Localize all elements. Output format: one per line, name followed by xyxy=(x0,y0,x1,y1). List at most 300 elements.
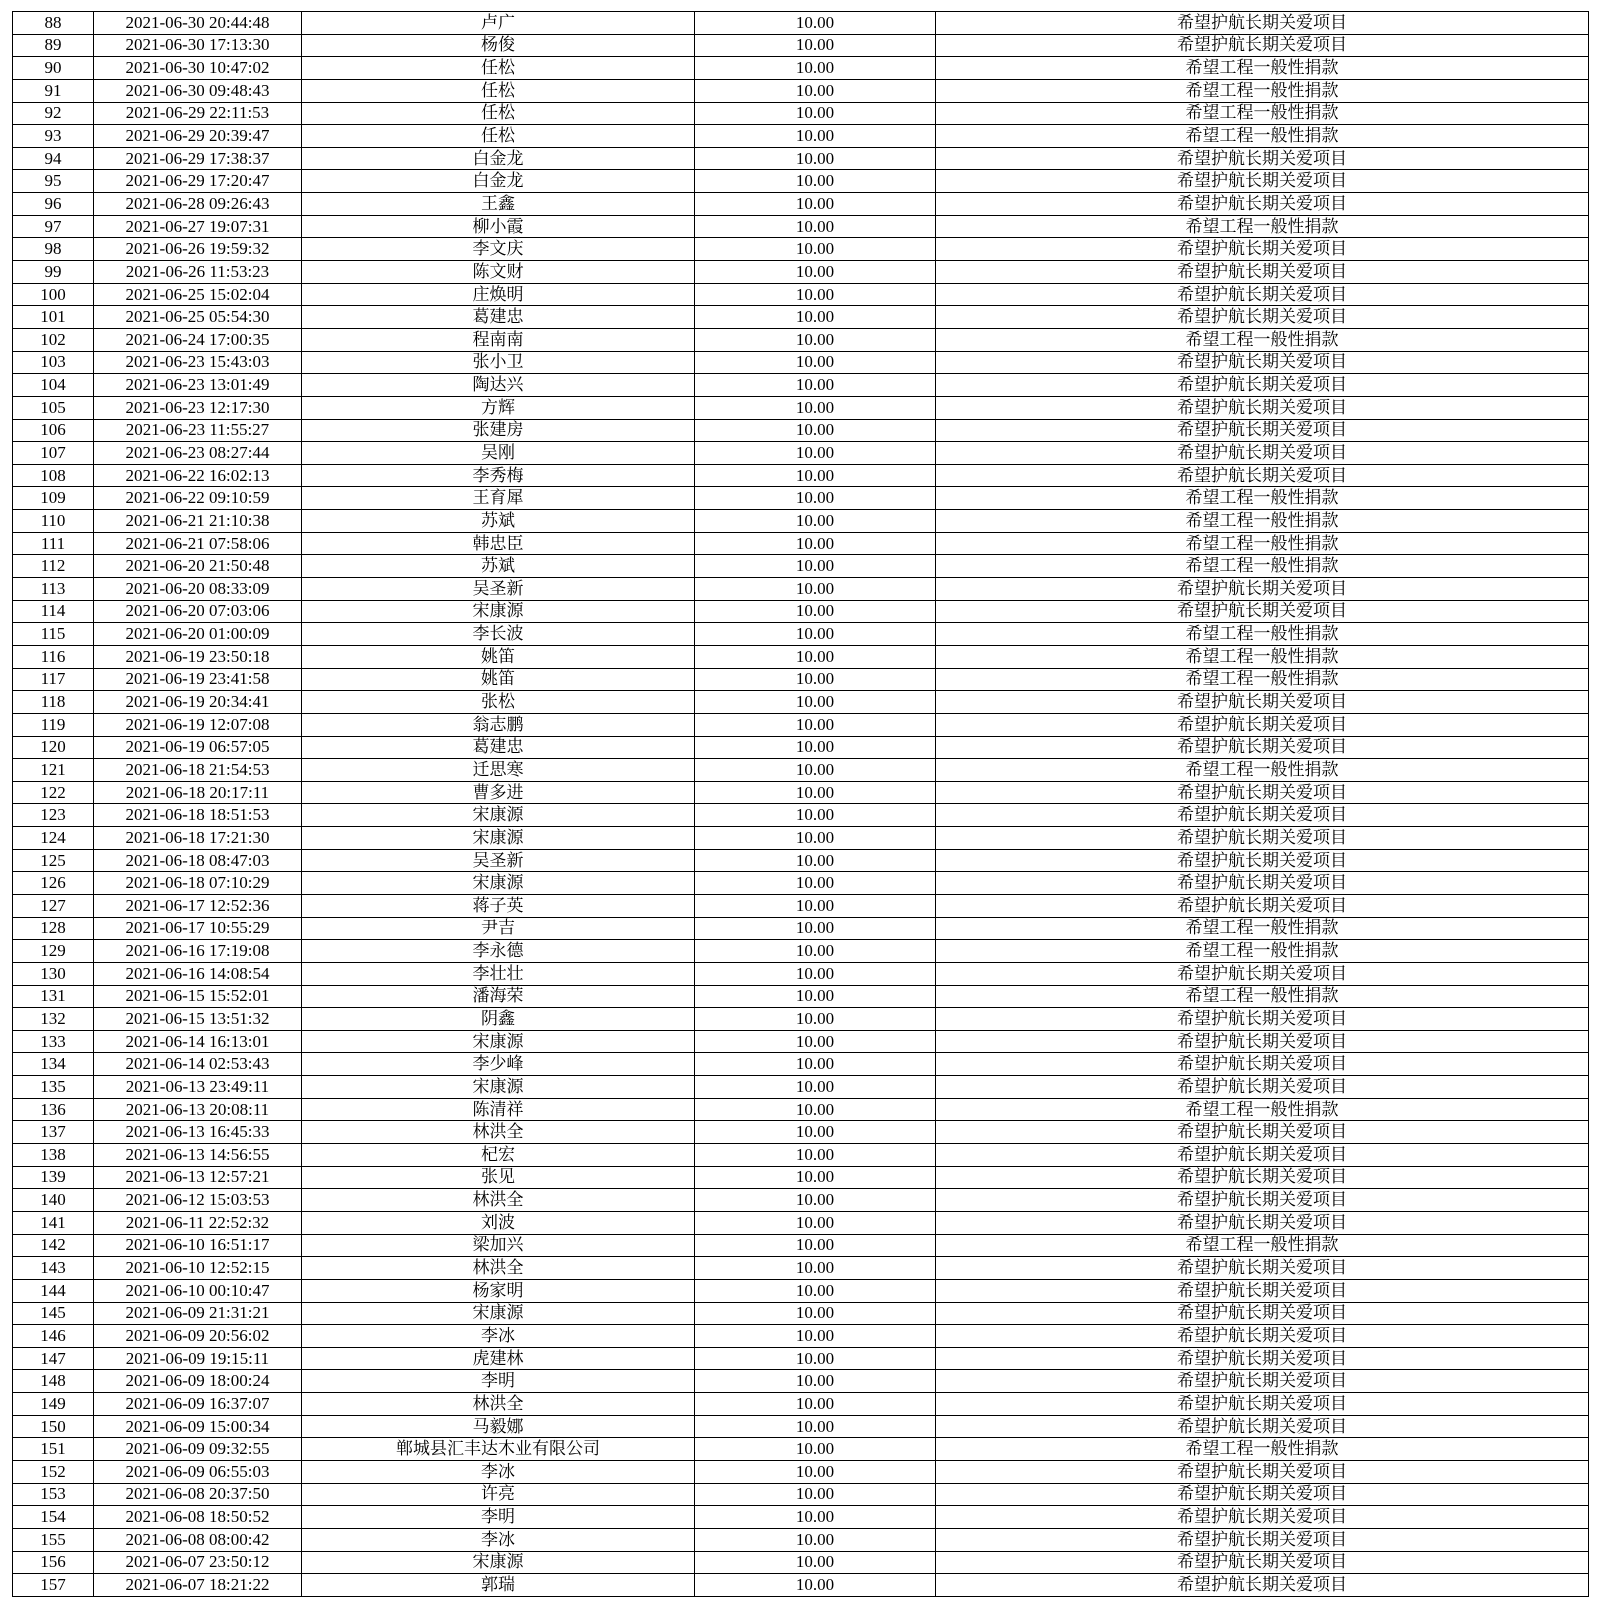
table-row xyxy=(13,1144,1589,1167)
row-number-cell: 139 xyxy=(13,1166,94,1189)
project-cell: 希望护航长期关爱项目 xyxy=(936,781,1589,804)
row-number-cell: 99 xyxy=(13,261,94,284)
donation-time-cell: 2021-06-29 17:20:47 xyxy=(94,170,302,193)
amount-cell: 10.00 xyxy=(695,12,936,35)
row-number-cell: 150 xyxy=(13,1415,94,1438)
table-row xyxy=(13,396,1589,419)
amount-cell: 10.00 xyxy=(695,894,936,917)
table-row xyxy=(13,804,1589,827)
project-cell: 希望护航长期关爱项目 xyxy=(936,1030,1589,1053)
row-number-cell: 134 xyxy=(13,1053,94,1076)
donation-time-cell: 2021-06-14 16:13:01 xyxy=(94,1030,302,1053)
amount-cell: 10.00 xyxy=(695,1189,936,1212)
table-row xyxy=(13,79,1589,102)
project-cell: 希望工程一般性捐款 xyxy=(936,328,1589,351)
donation-time-cell: 2021-06-16 17:19:08 xyxy=(94,940,302,963)
donor-name-cell: 蒋子英 xyxy=(302,894,695,917)
project-cell: 希望工程一般性捐款 xyxy=(936,215,1589,238)
donation-time-cell: 2021-06-16 14:08:54 xyxy=(94,962,302,985)
donation-time-cell: 2021-06-18 18:51:53 xyxy=(94,804,302,827)
amount-cell: 10.00 xyxy=(695,1076,936,1099)
row-number-cell: 131 xyxy=(13,985,94,1008)
donor-name-cell: 张小卫 xyxy=(302,351,695,374)
table-row xyxy=(13,1347,1589,1370)
row-number-cell: 148 xyxy=(13,1370,94,1393)
project-cell: 希望工程一般性捐款 xyxy=(936,668,1589,691)
donation-time-cell: 2021-06-24 17:00:35 xyxy=(94,328,302,351)
amount-cell: 10.00 xyxy=(695,1347,936,1370)
donor-name-cell: 吴刚 xyxy=(302,442,695,465)
project-cell: 希望护航长期关爱项目 xyxy=(936,170,1589,193)
amount-cell: 10.00 xyxy=(695,374,936,397)
project-cell: 希望工程一般性捐款 xyxy=(936,759,1589,782)
donation-time-cell: 2021-06-08 18:50:52 xyxy=(94,1506,302,1529)
donor-name-cell: 许亮 xyxy=(302,1483,695,1506)
table-row xyxy=(13,600,1589,623)
donor-name-cell: 李明 xyxy=(302,1506,695,1529)
project-cell: 希望护航长期关爱项目 xyxy=(936,442,1589,465)
donor-name-cell: 葛建忠 xyxy=(302,306,695,329)
row-number-cell: 123 xyxy=(13,804,94,827)
row-number-cell: 121 xyxy=(13,759,94,782)
table-row xyxy=(13,827,1589,850)
table-row xyxy=(13,1483,1589,1506)
project-cell: 希望工程一般性捐款 xyxy=(936,555,1589,578)
donation-time-cell: 2021-06-29 17:38:37 xyxy=(94,147,302,170)
amount-cell: 10.00 xyxy=(695,464,936,487)
table-row xyxy=(13,1528,1589,1551)
project-cell: 希望工程一般性捐款 xyxy=(936,1438,1589,1461)
project-cell: 希望护航长期关爱项目 xyxy=(936,1302,1589,1325)
project-cell: 希望工程一般性捐款 xyxy=(936,985,1589,1008)
donor-name-cell: 李明 xyxy=(302,1370,695,1393)
amount-cell: 10.00 xyxy=(695,147,936,170)
table-row xyxy=(13,442,1589,465)
donor-name-cell: 宋康源 xyxy=(302,1030,695,1053)
donation-time-cell: 2021-06-09 19:15:11 xyxy=(94,1347,302,1370)
row-number-cell: 89 xyxy=(13,34,94,57)
donor-name-cell: 吴圣新 xyxy=(302,849,695,872)
donation-time-cell: 2021-06-20 08:33:09 xyxy=(94,578,302,601)
table-row xyxy=(13,215,1589,238)
donor-name-cell: 白金龙 xyxy=(302,170,695,193)
donor-name-cell: 宋康源 xyxy=(302,1076,695,1099)
donation-time-cell: 2021-06-20 21:50:48 xyxy=(94,555,302,578)
donation-time-cell: 2021-06-09 21:31:21 xyxy=(94,1302,302,1325)
donation-time-cell: 2021-06-23 12:17:30 xyxy=(94,396,302,419)
table-row xyxy=(13,555,1589,578)
project-cell: 希望护航长期关爱项目 xyxy=(936,464,1589,487)
table-row xyxy=(13,193,1589,216)
table-row xyxy=(13,238,1589,261)
row-number-cell: 120 xyxy=(13,736,94,759)
donor-name-cell: 宋康源 xyxy=(302,804,695,827)
table-row xyxy=(13,1506,1589,1529)
project-cell: 希望工程一般性捐款 xyxy=(936,1098,1589,1121)
row-number-cell: 126 xyxy=(13,872,94,895)
donation-time-cell: 2021-06-30 09:48:43 xyxy=(94,79,302,102)
row-number-cell: 105 xyxy=(13,396,94,419)
donation-time-cell: 2021-06-07 23:50:12 xyxy=(94,1551,302,1574)
amount-cell: 10.00 xyxy=(695,713,936,736)
project-cell: 希望护航长期关爱项目 xyxy=(936,1574,1589,1597)
table-row xyxy=(13,985,1589,1008)
amount-cell: 10.00 xyxy=(695,917,936,940)
donation-time-cell: 2021-06-28 09:26:43 xyxy=(94,193,302,216)
table-body xyxy=(13,12,1589,1597)
row-number-cell: 138 xyxy=(13,1144,94,1167)
row-number-cell: 145 xyxy=(13,1302,94,1325)
row-number-cell: 128 xyxy=(13,917,94,940)
donation-time-cell: 2021-06-13 20:08:11 xyxy=(94,1098,302,1121)
amount-cell: 10.00 xyxy=(695,79,936,102)
amount-cell: 10.00 xyxy=(695,1008,936,1031)
amount-cell: 10.00 xyxy=(695,940,936,963)
donor-name-cell: 张建房 xyxy=(302,419,695,442)
donor-name-cell: 杞宏 xyxy=(302,1144,695,1167)
donor-name-cell: 卢广 xyxy=(302,12,695,35)
project-cell: 希望工程一般性捐款 xyxy=(936,510,1589,533)
donor-name-cell: 郭瑞 xyxy=(302,1574,695,1597)
project-cell: 希望护航长期关爱项目 xyxy=(936,1166,1589,1189)
project-cell: 希望护航长期关爱项目 xyxy=(936,1551,1589,1574)
project-cell: 希望护航长期关爱项目 xyxy=(936,1506,1589,1529)
project-cell: 希望护航长期关爱项目 xyxy=(936,1076,1589,1099)
donation-time-cell: 2021-06-12 15:03:53 xyxy=(94,1189,302,1212)
project-cell: 希望护航长期关爱项目 xyxy=(936,306,1589,329)
amount-cell: 10.00 xyxy=(695,1574,936,1597)
amount-cell: 10.00 xyxy=(695,351,936,374)
donor-name-cell: 杨家明 xyxy=(302,1279,695,1302)
project-cell: 希望护航长期关爱项目 xyxy=(936,736,1589,759)
project-cell: 希望工程一般性捐款 xyxy=(936,645,1589,668)
donation-time-cell: 2021-06-09 18:00:24 xyxy=(94,1370,302,1393)
amount-cell: 10.00 xyxy=(695,1098,936,1121)
donor-name-cell: 刘波 xyxy=(302,1211,695,1234)
table-row xyxy=(13,1098,1589,1121)
amount-cell: 10.00 xyxy=(695,1325,936,1348)
project-cell: 希望护航长期关爱项目 xyxy=(936,804,1589,827)
donor-name-cell: 李冰 xyxy=(302,1528,695,1551)
table-row xyxy=(13,917,1589,940)
project-cell: 希望工程一般性捐款 xyxy=(936,623,1589,646)
donation-time-cell: 2021-06-30 10:47:02 xyxy=(94,57,302,80)
donor-name-cell: 王鑫 xyxy=(302,193,695,216)
donor-name-cell: 林洪全 xyxy=(302,1189,695,1212)
row-number-cell: 133 xyxy=(13,1030,94,1053)
amount-cell: 10.00 xyxy=(695,623,936,646)
row-number-cell: 95 xyxy=(13,170,94,193)
row-number-cell: 143 xyxy=(13,1257,94,1280)
project-cell: 希望护航长期关爱项目 xyxy=(936,1483,1589,1506)
amount-cell: 10.00 xyxy=(695,442,936,465)
table-row xyxy=(13,781,1589,804)
row-number-cell: 125 xyxy=(13,849,94,872)
amount-cell: 10.00 xyxy=(695,1438,936,1461)
donation-time-cell: 2021-06-09 06:55:03 xyxy=(94,1461,302,1484)
row-number-cell: 114 xyxy=(13,600,94,623)
donation-time-cell: 2021-06-26 11:53:23 xyxy=(94,261,302,284)
table-row xyxy=(13,1551,1589,1574)
project-cell: 希望护航长期关爱项目 xyxy=(936,374,1589,397)
donor-name-cell: 尹吉 xyxy=(302,917,695,940)
table-row xyxy=(13,668,1589,691)
table-row xyxy=(13,57,1589,80)
table-row xyxy=(13,1415,1589,1438)
project-cell: 希望工程一般性捐款 xyxy=(936,102,1589,125)
row-number-cell: 97 xyxy=(13,215,94,238)
row-number-cell: 111 xyxy=(13,532,94,555)
project-cell: 希望护航长期关爱项目 xyxy=(936,578,1589,601)
donation-time-cell: 2021-06-26 19:59:32 xyxy=(94,238,302,261)
amount-cell: 10.00 xyxy=(695,125,936,148)
row-number-cell: 107 xyxy=(13,442,94,465)
table-row xyxy=(13,1053,1589,1076)
project-cell: 希望护航长期关爱项目 xyxy=(936,283,1589,306)
row-number-cell: 101 xyxy=(13,306,94,329)
table-row xyxy=(13,1121,1589,1144)
row-number-cell: 149 xyxy=(13,1393,94,1416)
amount-cell: 10.00 xyxy=(695,849,936,872)
donation-time-cell: 2021-06-13 16:45:33 xyxy=(94,1121,302,1144)
project-cell: 希望护航长期关爱项目 xyxy=(936,1008,1589,1031)
donor-name-cell: 韩忠臣 xyxy=(302,532,695,555)
donor-name-cell: 迁思寒 xyxy=(302,759,695,782)
row-number-cell: 132 xyxy=(13,1008,94,1031)
amount-cell: 10.00 xyxy=(695,1279,936,1302)
row-number-cell: 156 xyxy=(13,1551,94,1574)
donor-name-cell: 陈清祥 xyxy=(302,1098,695,1121)
table-row xyxy=(13,1438,1589,1461)
table-row xyxy=(13,328,1589,351)
amount-cell: 10.00 xyxy=(695,238,936,261)
donor-name-cell: 李冰 xyxy=(302,1325,695,1348)
row-number-cell: 119 xyxy=(13,713,94,736)
amount-cell: 10.00 xyxy=(695,1393,936,1416)
amount-cell: 10.00 xyxy=(695,193,936,216)
amount-cell: 10.00 xyxy=(695,804,936,827)
row-number-cell: 92 xyxy=(13,102,94,125)
project-cell: 希望护航长期关爱项目 xyxy=(936,396,1589,419)
amount-cell: 10.00 xyxy=(695,1166,936,1189)
donor-name-cell: 王育犀 xyxy=(302,487,695,510)
project-cell: 希望工程一般性捐款 xyxy=(936,532,1589,555)
amount-cell: 10.00 xyxy=(695,1415,936,1438)
table-row xyxy=(13,283,1589,306)
table-row xyxy=(13,261,1589,284)
donation-time-cell: 2021-06-21 07:58:06 xyxy=(94,532,302,555)
donation-time-cell: 2021-06-17 10:55:29 xyxy=(94,917,302,940)
table-row xyxy=(13,849,1589,872)
amount-cell: 10.00 xyxy=(695,215,936,238)
donor-name-cell: 任松 xyxy=(302,57,695,80)
donation-time-cell: 2021-06-08 20:37:50 xyxy=(94,1483,302,1506)
project-cell: 希望护航长期关爱项目 xyxy=(936,1279,1589,1302)
table-row xyxy=(13,147,1589,170)
row-number-cell: 91 xyxy=(13,79,94,102)
project-cell: 希望护航长期关爱项目 xyxy=(936,238,1589,261)
project-cell: 希望护航长期关爱项目 xyxy=(936,147,1589,170)
donation-time-cell: 2021-06-25 15:02:04 xyxy=(94,283,302,306)
amount-cell: 10.00 xyxy=(695,781,936,804)
donor-name-cell: 宋康源 xyxy=(302,827,695,850)
donor-name-cell: 曹多进 xyxy=(302,781,695,804)
project-cell: 希望护航长期关爱项目 xyxy=(936,12,1589,35)
row-number-cell: 141 xyxy=(13,1211,94,1234)
donation-time-cell: 2021-06-29 20:39:47 xyxy=(94,125,302,148)
row-number-cell: 112 xyxy=(13,555,94,578)
amount-cell: 10.00 xyxy=(695,872,936,895)
donor-name-cell: 宋康源 xyxy=(302,1551,695,1574)
donation-time-cell: 2021-06-18 20:17:11 xyxy=(94,781,302,804)
donor-name-cell: 姚笛 xyxy=(302,668,695,691)
amount-cell: 10.00 xyxy=(695,170,936,193)
table-row xyxy=(13,12,1589,35)
donor-name-cell: 任松 xyxy=(302,102,695,125)
table-row xyxy=(13,713,1589,736)
donor-name-cell: 苏斌 xyxy=(302,510,695,533)
amount-cell: 10.00 xyxy=(695,759,936,782)
project-cell: 希望护航长期关爱项目 xyxy=(936,1121,1589,1144)
donor-name-cell: 任松 xyxy=(302,125,695,148)
donor-name-cell: 杨俊 xyxy=(302,34,695,57)
table-row xyxy=(13,1325,1589,1348)
amount-cell: 10.00 xyxy=(695,102,936,125)
donor-name-cell: 姚笛 xyxy=(302,645,695,668)
donor-name-cell: 宋康源 xyxy=(302,872,695,895)
donation-time-cell: 2021-06-20 07:03:06 xyxy=(94,600,302,623)
table-row xyxy=(13,1461,1589,1484)
row-number-cell: 96 xyxy=(13,193,94,216)
table-row xyxy=(13,645,1589,668)
donation-time-cell: 2021-06-09 15:00:34 xyxy=(94,1415,302,1438)
project-cell: 希望护航长期关爱项目 xyxy=(936,1257,1589,1280)
row-number-cell: 98 xyxy=(13,238,94,261)
amount-cell: 10.00 xyxy=(695,555,936,578)
row-number-cell: 157 xyxy=(13,1574,94,1597)
donation-time-cell: 2021-06-19 23:50:18 xyxy=(94,645,302,668)
donation-time-cell: 2021-06-30 20:44:48 xyxy=(94,12,302,35)
project-cell: 希望护航长期关爱项目 xyxy=(936,193,1589,216)
row-number-cell: 154 xyxy=(13,1506,94,1529)
amount-cell: 10.00 xyxy=(695,487,936,510)
row-number-cell: 93 xyxy=(13,125,94,148)
donor-name-cell: 任松 xyxy=(302,79,695,102)
donor-name-cell: 潘海荣 xyxy=(302,985,695,1008)
table-row xyxy=(13,1279,1589,1302)
row-number-cell: 127 xyxy=(13,894,94,917)
row-number-cell: 100 xyxy=(13,283,94,306)
project-cell: 希望工程一般性捐款 xyxy=(936,917,1589,940)
table-row xyxy=(13,487,1589,510)
donation-time-cell: 2021-06-19 06:57:05 xyxy=(94,736,302,759)
amount-cell: 10.00 xyxy=(695,419,936,442)
project-cell: 希望护航长期关爱项目 xyxy=(936,962,1589,985)
table-row xyxy=(13,1393,1589,1416)
amount-cell: 10.00 xyxy=(695,1551,936,1574)
donation-time-cell: 2021-06-09 16:37:07 xyxy=(94,1393,302,1416)
amount-cell: 10.00 xyxy=(695,962,936,985)
amount-cell: 10.00 xyxy=(695,283,936,306)
table-row xyxy=(13,1030,1589,1053)
project-cell: 希望护航长期关爱项目 xyxy=(936,827,1589,850)
amount-cell: 10.00 xyxy=(695,645,936,668)
donation-time-cell: 2021-06-10 12:52:15 xyxy=(94,1257,302,1280)
table-row xyxy=(13,1211,1589,1234)
donor-name-cell: 方辉 xyxy=(302,396,695,419)
table-row xyxy=(13,1257,1589,1280)
donor-name-cell: 庄焕明 xyxy=(302,283,695,306)
table-row xyxy=(13,1574,1589,1597)
table-row xyxy=(13,623,1589,646)
row-number-cell: 136 xyxy=(13,1098,94,1121)
amount-cell: 10.00 xyxy=(695,532,936,555)
donation-time-cell: 2021-06-22 16:02:13 xyxy=(94,464,302,487)
table-row xyxy=(13,102,1589,125)
row-number-cell: 152 xyxy=(13,1461,94,1484)
donation-time-cell: 2021-06-17 12:52:36 xyxy=(94,894,302,917)
table-row xyxy=(13,1008,1589,1031)
donation-time-cell: 2021-06-18 07:10:29 xyxy=(94,872,302,895)
donation-time-cell: 2021-06-14 02:53:43 xyxy=(94,1053,302,1076)
donor-name-cell: 林洪全 xyxy=(302,1257,695,1280)
amount-cell: 10.00 xyxy=(695,1370,936,1393)
row-number-cell: 117 xyxy=(13,668,94,691)
donor-name-cell: 葛建忠 xyxy=(302,736,695,759)
donation-time-cell: 2021-06-07 18:21:22 xyxy=(94,1574,302,1597)
row-number-cell: 135 xyxy=(13,1076,94,1099)
donor-name-cell: 虎建林 xyxy=(302,1347,695,1370)
donor-name-cell: 李秀梅 xyxy=(302,464,695,487)
donation-time-cell: 2021-06-15 15:52:01 xyxy=(94,985,302,1008)
donation-time-cell: 2021-06-10 16:51:17 xyxy=(94,1234,302,1257)
amount-cell: 10.00 xyxy=(695,328,936,351)
table-row xyxy=(13,419,1589,442)
amount-cell: 10.00 xyxy=(695,827,936,850)
project-cell: 希望护航长期关爱项目 xyxy=(936,1189,1589,1212)
project-cell: 希望护航长期关爱项目 xyxy=(936,1053,1589,1076)
table-row xyxy=(13,872,1589,895)
donation-time-cell: 2021-06-18 21:54:53 xyxy=(94,759,302,782)
donor-name-cell: 李长波 xyxy=(302,623,695,646)
donor-name-cell: 郸城县汇丰达木业有限公司 xyxy=(302,1438,695,1461)
donation-time-cell: 2021-06-18 17:21:30 xyxy=(94,827,302,850)
project-cell: 希望护航长期关爱项目 xyxy=(936,713,1589,736)
project-cell: 希望护航长期关爱项目 xyxy=(936,1461,1589,1484)
donor-name-cell: 程南南 xyxy=(302,328,695,351)
amount-cell: 10.00 xyxy=(695,1030,936,1053)
table-row xyxy=(13,894,1589,917)
table-row xyxy=(13,1370,1589,1393)
table-row xyxy=(13,306,1589,329)
donation-time-cell: 2021-06-19 23:41:58 xyxy=(94,668,302,691)
project-cell: 希望护航长期关爱项目 xyxy=(936,1325,1589,1348)
donation-time-cell: 2021-06-13 14:56:55 xyxy=(94,1144,302,1167)
project-cell: 希望护航长期关爱项目 xyxy=(936,1211,1589,1234)
project-cell: 希望护航长期关爱项目 xyxy=(936,261,1589,284)
row-number-cell: 88 xyxy=(13,12,94,35)
donor-name-cell: 柳小霞 xyxy=(302,215,695,238)
donor-name-cell: 阴鑫 xyxy=(302,1008,695,1031)
row-number-cell: 153 xyxy=(13,1483,94,1506)
donation-time-cell: 2021-06-13 12:57:21 xyxy=(94,1166,302,1189)
amount-cell: 10.00 xyxy=(695,396,936,419)
project-cell: 希望工程一般性捐款 xyxy=(936,125,1589,148)
amount-cell: 10.00 xyxy=(695,1211,936,1234)
donor-name-cell: 宋康源 xyxy=(302,1302,695,1325)
project-cell: 希望护航长期关爱项目 xyxy=(936,1393,1589,1416)
donor-name-cell: 张松 xyxy=(302,691,695,714)
